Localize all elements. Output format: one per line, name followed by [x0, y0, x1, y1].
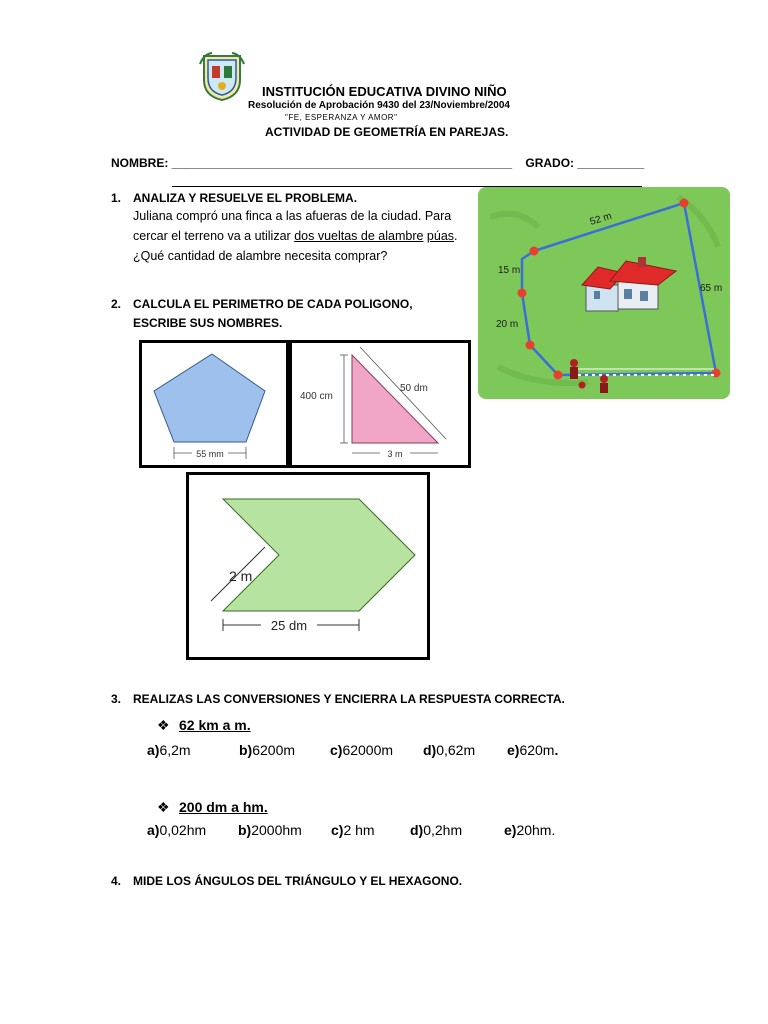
school-title: INSTITUCIÓN EDUCATIVA DIVINO NIÑO — [262, 84, 507, 99]
nombre-blank: ___________________________________________________ — [171, 156, 513, 170]
grado-blank: __________ — [577, 156, 645, 170]
diamond-bullet-icon: ❖ — [157, 799, 170, 815]
conversion-q1 — [157, 717, 251, 734]
q1-option-c[interactable]: c)62000m — [330, 742, 394, 758]
section3-title: REALIZAS LAS CONVERSIONES Y ENCIERRA LA RESPUESTA CORRECTA. — [133, 692, 565, 706]
farm-label-left-lower: 20 m — [496, 319, 519, 330]
pentagon-figure — [139, 340, 289, 468]
q1-option-b[interactable]: b)6200m — [239, 742, 296, 758]
name-grade-row — [111, 156, 644, 170]
diamond-bullet-icon: ❖ — [157, 717, 170, 733]
section1-title: ANALIZA Y RESUELVE EL PROBLEMA. — [133, 191, 358, 205]
grado-label: GRADO: — [525, 156, 575, 170]
section2-number: 2. — [111, 297, 122, 311]
section4-title: MIDE LOS ÁNGULOS DEL TRIÁNGULO Y EL HEXAGONO. — [133, 874, 463, 888]
section1-problem-text — [133, 206, 473, 266]
chevron-side-label: 2 m — [229, 568, 253, 584]
triangle-hyp-label: 50 dm — [400, 383, 428, 394]
q2-options — [147, 822, 555, 838]
q1-option-d[interactable]: d)0,62m — [423, 742, 476, 758]
fence-post — [712, 369, 721, 378]
fence-post — [526, 341, 535, 350]
section1-number: 1. — [111, 191, 122, 205]
activity-title: ACTIVIDAD DE GEOMETRÍA EN PAREJAS. — [265, 125, 509, 139]
farm-label-left-upper: 15 m — [498, 265, 521, 276]
section3-heading — [111, 692, 565, 706]
triangle-figure — [289, 340, 471, 468]
section3-number: 3. — [111, 692, 122, 706]
q2-option-c[interactable]: c)2 hm — [331, 822, 375, 838]
fence-post — [530, 247, 539, 256]
farm-label-right: 65 m — [700, 283, 723, 294]
section1-heading — [111, 191, 357, 205]
q1-options — [147, 742, 558, 758]
q1-option-a[interactable]: a)6,2m — [147, 742, 191, 758]
section2-heading — [111, 297, 413, 311]
fence-post — [554, 371, 563, 380]
farm-illustration — [478, 187, 730, 399]
section4-number: 4. — [111, 874, 122, 888]
fence-post — [680, 199, 689, 208]
chevron-length-label: 25 dm — [270, 618, 308, 633]
pentagon-side-label: 55 mm — [196, 449, 224, 459]
section4-heading — [111, 874, 462, 888]
q2-prompt: 200 dm a hm. — [179, 799, 268, 815]
triangle-height-label: 400 cm — [300, 391, 333, 402]
resolution-line: Resolución de Aprobación 9430 del 23/Noviembre/2004 — [248, 100, 510, 111]
problem-text-b: . ¿Qué cantidad de alambre necesita comprar? — [133, 229, 458, 263]
chevron-figure — [186, 472, 430, 660]
section2-title-line1: CALCULA EL PERIMETRO DE CADA POLIGONO, — [133, 297, 413, 311]
triangle-base-label: 3 m — [387, 449, 403, 459]
school-crest-logo — [198, 50, 246, 102]
problem-underlined-1: dos vueltas de alambre — [294, 229, 424, 243]
q2-option-d[interactable]: d)0,2hm — [410, 822, 463, 838]
conversion-q2 — [157, 799, 268, 816]
section2-title-line2: ESCRIBE SUS NOMBRES. — [133, 316, 283, 330]
q1-option-e[interactable]: e)620m. — [507, 742, 559, 758]
school-motto: "FE, ESPERANZA Y AMOR" — [285, 113, 398, 122]
farm-label-top: 52 m — [588, 210, 614, 228]
nombre-label: NOMBRE: — [111, 156, 169, 170]
problem-text-a: Juliana compró una finca a las afueras de la ciudad. Para cercar el terreno va a utilizar — [133, 209, 452, 243]
q1-prompt: 62 km a m. — [179, 717, 251, 733]
q2-option-e[interactable]: e)20hm. — [504, 822, 556, 838]
problem-underlined-2: púas — [426, 229, 455, 243]
q2-option-a[interactable]: a)0,02hm — [147, 822, 207, 838]
q2-option-b[interactable]: b)2000hm — [238, 822, 302, 838]
fence-post — [518, 289, 527, 298]
